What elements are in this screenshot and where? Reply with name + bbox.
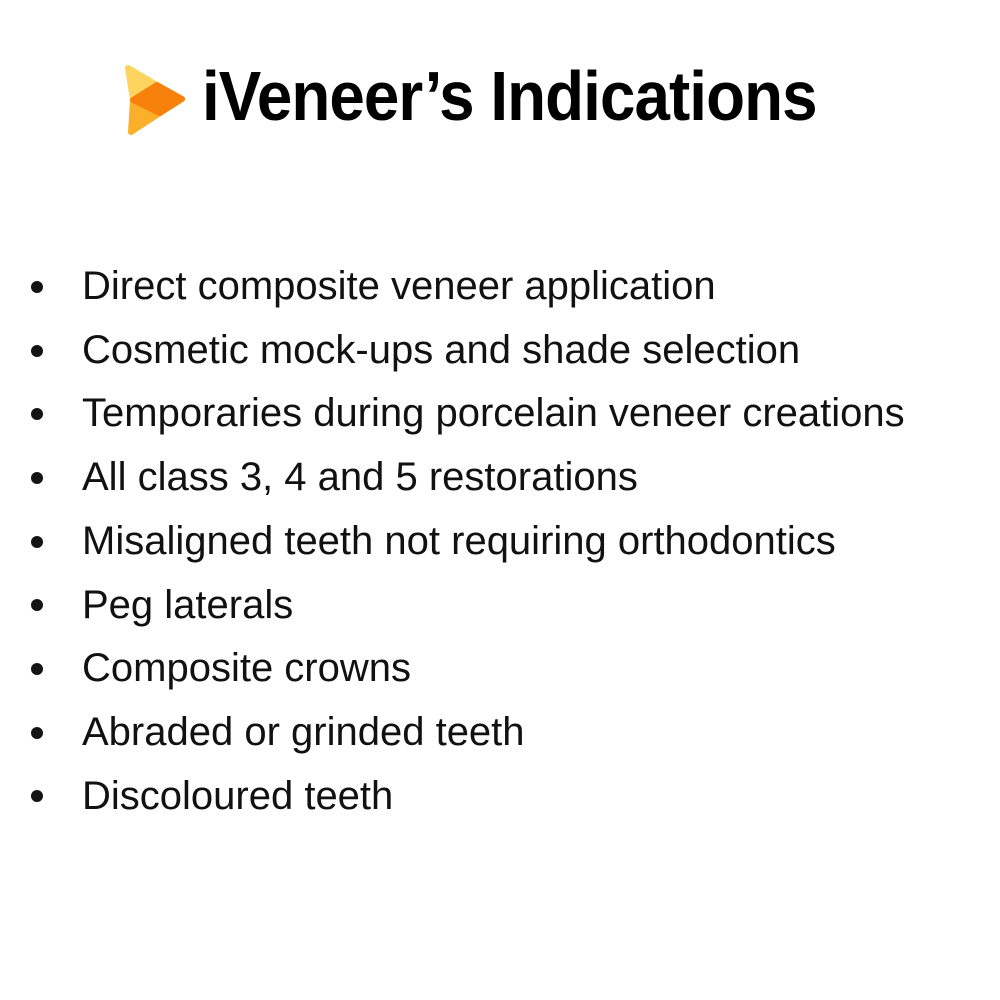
list-item: [0, 382, 1000, 446]
list-item-text: Composite crowns: [82, 646, 412, 691]
list-item-text: Direct composite veneer application: [82, 264, 716, 308]
bullet-dot-icon: [31, 536, 43, 548]
slide-title: iVeneer’s Indications: [202, 57, 817, 135]
bullet-dot-icon: [31, 727, 43, 739]
list-item-text: Temporaries during porcelain veneer creations: [82, 391, 905, 436]
bullet-dot-icon: [31, 472, 43, 484]
bullet-dot-icon: [31, 408, 43, 420]
list-item: [0, 446, 1000, 510]
list-item: [0, 574, 1000, 638]
list-item-text: Misaligned teeth not requiring orthodontics: [82, 518, 836, 563]
list-item: [0, 701, 1000, 765]
list-item: [0, 255, 1000, 319]
bullet-dot-icon: [31, 790, 43, 802]
bullet-dot-icon: [31, 663, 43, 675]
list-item-text: Abraded or grinded teeth: [82, 709, 525, 754]
list-item: [0, 510, 1000, 574]
list-item: [0, 765, 1000, 829]
bullet-dot-icon: [31, 281, 43, 293]
bullet-list: [0, 255, 1000, 828]
list-item: [0, 319, 1000, 383]
list-item: [0, 637, 1000, 701]
list-item-text: Cosmetic mock-ups and shade selection: [82, 327, 801, 372]
bullet-dot-icon: [31, 345, 43, 357]
bullet-dot-icon: [31, 599, 43, 611]
title-row: [110, 58, 877, 136]
list-item-text: Peg laterals: [82, 582, 294, 627]
list-item-text: All class 3, 4 and 5 restorations: [82, 455, 638, 500]
play-triangle-icon: [110, 60, 186, 136]
list-item-text: Discoloured teeth: [82, 773, 394, 818]
